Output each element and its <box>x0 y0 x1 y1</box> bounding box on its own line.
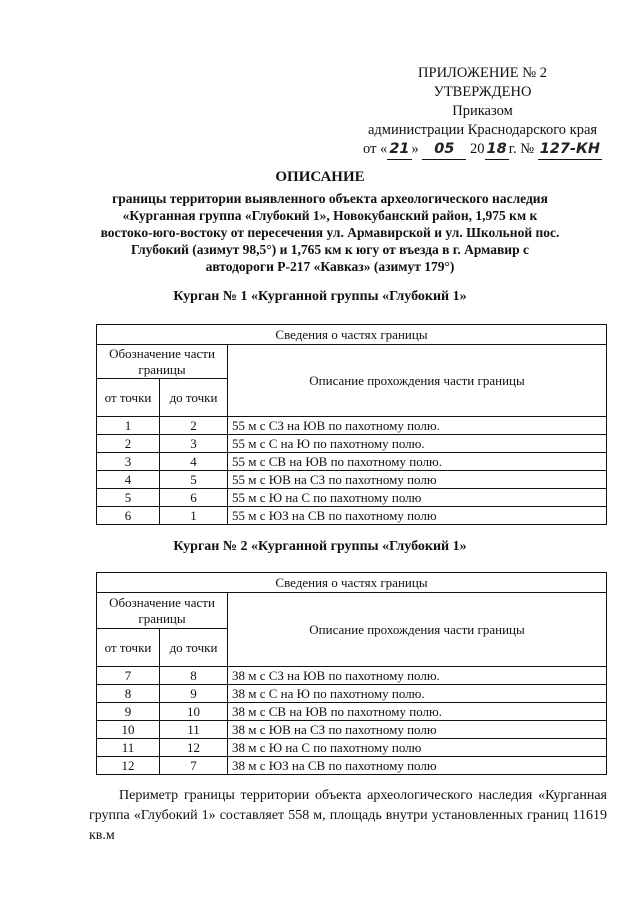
table-row <box>97 471 607 489</box>
from-point-cell: 12 <box>97 757 160 775</box>
description-cell: 38 м с ЮЗ на СВ по пахотному полю <box>228 757 607 775</box>
perimeter-paragraph: Периметр границы территории объекта археологического наследия «Курганная группа «Глубокий 1» составляет 558 м, площадь внутри установленных границ 11619 кв.м <box>89 788 607 843</box>
table-row <box>97 685 607 703</box>
order-day: 21 <box>387 140 411 160</box>
to-point-header: до точки <box>160 629 228 667</box>
from-point-cell: 10 <box>97 721 160 739</box>
from-point-cell: 6 <box>97 507 160 525</box>
table-row <box>97 757 607 775</box>
table-row <box>97 417 607 435</box>
to-point-cell: 8 <box>160 667 228 685</box>
to-point-cell: 5 <box>160 471 228 489</box>
description-header: Описание прохождения части границы <box>228 345 607 417</box>
order-year: 18 <box>485 140 509 160</box>
from-point-header: от точки <box>97 629 160 667</box>
from-point-cell: 8 <box>97 685 160 703</box>
description-cell: 55 м с Ю на С по пахотному полю <box>228 489 607 507</box>
to-point-cell: 10 <box>160 703 228 721</box>
order-number: 127-КН <box>538 140 602 160</box>
description-cell: 55 м с С на Ю по пахотному полю. <box>228 435 607 453</box>
kurgan1-title: Курган № 1 «Курганной группы «Глубокий 1» <box>173 289 467 304</box>
description-cell: 38 м с Ю на С по пахотному полю <box>228 739 607 757</box>
to-point-cell: 3 <box>160 435 228 453</box>
order-date-line: от « 21 » 05 20 18 г. № 127-КН <box>363 140 602 160</box>
table-row <box>97 453 607 471</box>
table-row <box>97 703 607 721</box>
table-row <box>97 507 607 525</box>
designation-header: Обозначение части границы <box>97 593 228 629</box>
order-label: Приказом <box>452 103 513 119</box>
from-point-header: от точки <box>97 379 160 417</box>
kurgan1-rows <box>97 417 607 525</box>
from-point-cell: 9 <box>97 703 160 721</box>
description-cell: 38 м с С на Ю по пахотному полю. <box>228 685 607 703</box>
document-title: ОПИСАНИЕ <box>275 169 365 185</box>
description-cell: 55 м с СЗ на ЮВ по пахотному полю. <box>228 417 607 435</box>
from-point-cell: 5 <box>97 489 160 507</box>
table-row <box>97 721 607 739</box>
table-row <box>97 739 607 757</box>
from-point-cell: 4 <box>97 471 160 489</box>
description-cell: 38 м с ЮВ на СЗ по пахотному полю <box>228 721 607 739</box>
approved-label: УТВЕРЖДЕНО <box>433 84 532 100</box>
designation-header: Обозначение части границы <box>97 345 228 379</box>
to-point-cell: 7 <box>160 757 228 775</box>
to-point-cell: 2 <box>160 417 228 435</box>
description-cell: 38 м с СВ на ЮВ по пахотному полю. <box>228 703 607 721</box>
table-row <box>97 667 607 685</box>
kurgan2-table <box>96 572 607 775</box>
to-point-cell: 11 <box>160 721 228 739</box>
from-point-cell: 2 <box>97 435 160 453</box>
to-point-cell: 6 <box>160 489 228 507</box>
to-point-cell: 1 <box>160 507 228 525</box>
to-point-cell: 12 <box>160 739 228 757</box>
to-point-cell: 4 <box>160 453 228 471</box>
administration-label: администрации Краснодарского края <box>367 122 598 138</box>
table-row <box>97 489 607 507</box>
to-point-header: до точки <box>160 379 228 417</box>
appendix-label: ПРИЛОЖЕНИЕ № 2 <box>418 65 547 81</box>
kurgan2-title: Курган № 2 «Курганной группы «Глубокий 1» <box>173 539 467 554</box>
description-header: Описание прохождения части границы <box>228 593 607 667</box>
table-section-header: Сведения о частях границы <box>97 325 607 345</box>
from-point-cell: 1 <box>97 417 160 435</box>
order-month: 05 <box>422 140 466 160</box>
table-section-header: Сведения о частях границы <box>97 573 607 593</box>
table-row <box>97 435 607 453</box>
description-cell: 38 м с СЗ на ЮВ по пахотному полю. <box>228 667 607 685</box>
description-cell: 55 м с ЮЗ на СВ по пахотному полю <box>228 507 607 525</box>
kurgan1-table <box>96 324 607 525</box>
from-point-cell: 3 <box>97 453 160 471</box>
description-cell: 55 м с ЮВ на СЗ по пахотному полю <box>228 471 607 489</box>
to-point-cell: 9 <box>160 685 228 703</box>
kurgan2-rows <box>97 667 607 775</box>
approval-block <box>363 64 602 160</box>
from-point-cell: 11 <box>97 739 160 757</box>
description-cell: 55 м с СВ на ЮВ по пахотному полю. <box>228 453 607 471</box>
document-subtitle: границы территории выявленного объекта археологического наследия «Курганная группа «Глубокий 1», Новокубанский район, 1,975 км к востоко-юго-востоку от пересечения ул. Армавирской и ул. Школьной пос. Глубокий (азимут 98,5°) и 1,765 км к югу от въезда в г. Армавир с автодороги Р-217 «Кавказ» (азимут 179°) <box>100 191 560 274</box>
from-point-cell: 7 <box>97 667 160 685</box>
